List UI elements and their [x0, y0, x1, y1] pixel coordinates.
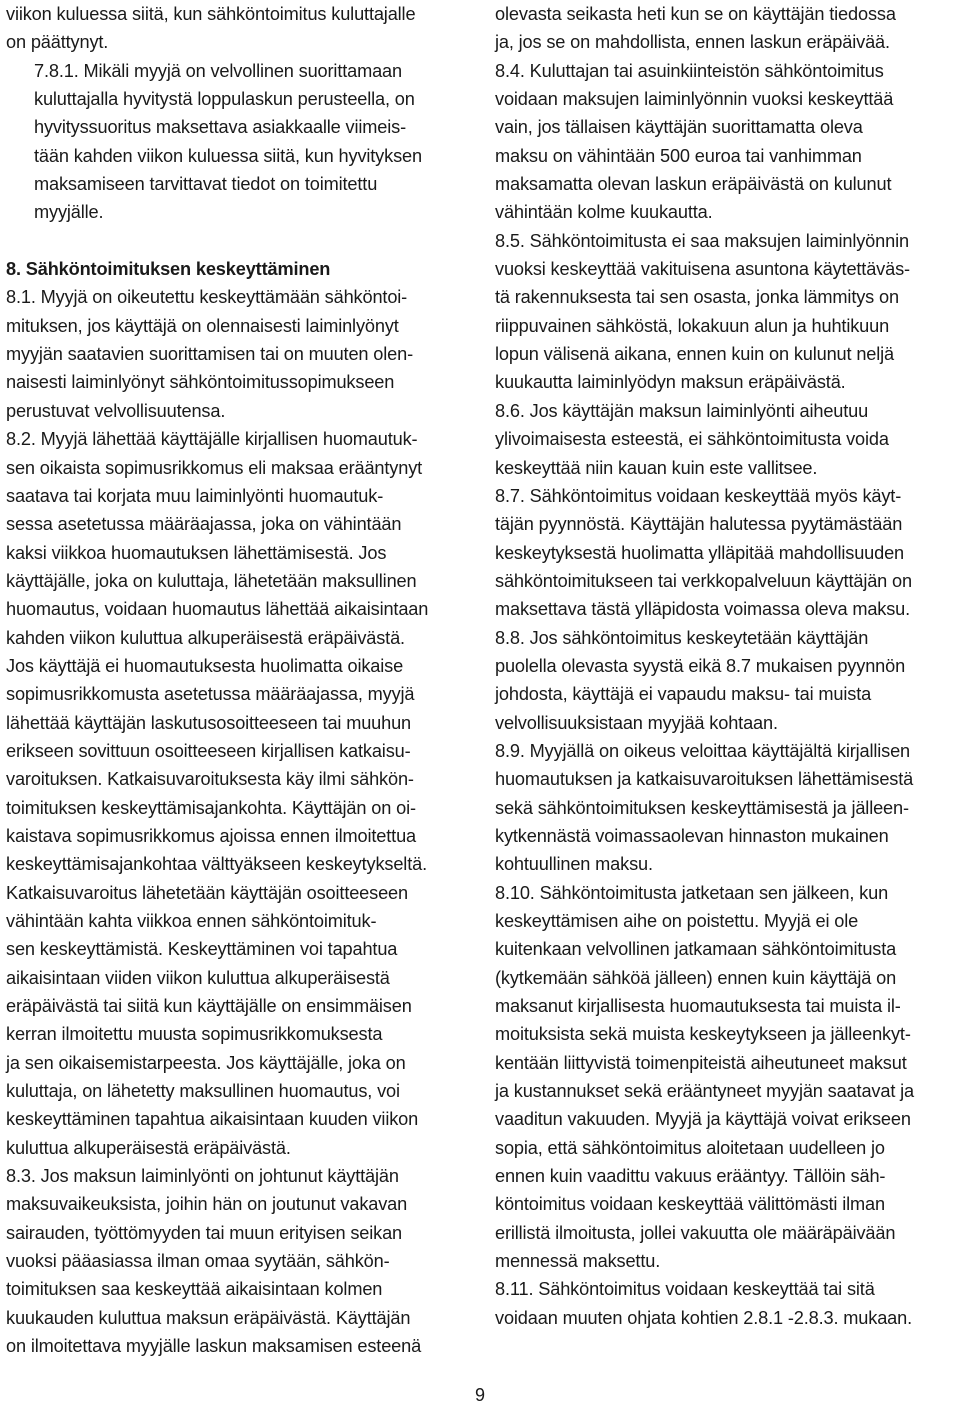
text-line: mennessä maksettu. [495, 1251, 661, 1272]
section-heading: 8. Sähköntoimituksen keskeyttäminen [6, 259, 331, 280]
text-line: velvollisuuksistaan myyjää kohtaan. [495, 712, 778, 733]
text-line: kuluttua alkuperäisestä eräpäivästä. [6, 1137, 291, 1158]
text-line: sähköntoimitukseen tai verkkopalveluun käyttäjän on [495, 570, 912, 591]
text-line: puolella olevasta syystä eikä 8.7 mukaisen pyynnön [495, 655, 906, 676]
text-line: vuoksi pääasiassa ilman omaa syytään, sähkön- [6, 1251, 390, 1272]
text-line: 7.8.1. Mikäli myyjä on velvollinen suorittamaan [34, 60, 402, 81]
text-line: vaaditun vakuuden. Myyjä ja käyttäjä voivat erikseen [495, 1109, 911, 1130]
text-line: kerran ilmoitettu muusta sopimusrikkomuksesta [6, 1024, 383, 1045]
text-line: sairauden, työttömyyden tai muun erityisen seikan [6, 1222, 403, 1243]
text-line: maksamatta olevan laskun eräpäivästä on kulunut [495, 174, 892, 195]
text-line: keskeyttämisajankohtaa välttyäkseen keskeytykseltä. [6, 854, 427, 875]
text-line: on ilmoitettava myyjälle laskun maksamisen esteenä [6, 1336, 422, 1357]
text-line: on päättynyt. [6, 32, 109, 53]
text-line: sekä sähköntoimituksen keskeyttämisestä ja jälleen- [495, 797, 909, 818]
text-line: 8.6. Jos käyttäjän maksun laiminlyönti aiheutuu [495, 400, 869, 421]
text-line: mituksen, jos käyttäjä on olennaisesti laiminlyönyt [6, 315, 399, 336]
text-line: riippuvainen sähköstä, lokakuun alun ja huhtikuun [495, 315, 890, 336]
text-line: olevasta seikasta heti kun se on käyttäjän tiedossa [495, 4, 896, 24]
text-line: tään kahden viikon kuluessa siitä, kun hyvityksen [34, 145, 422, 166]
text-line: ja sen oikaisemistarpeesta. Jos käyttäjälle, joka on [6, 1052, 406, 1073]
text-line: toimituksen saa keskeyttää aikaisintaan kolmen [6, 1279, 383, 1300]
text-line: kahden viikon kuluttua alkuperäisestä eräpäivästä. [6, 627, 405, 648]
text-line: sen keskeyttämistä. Keskeyttäminen voi tapahtua [6, 939, 398, 960]
text-line: myyjän saatavien suorittamisen tai on muuten olen- [6, 344, 413, 365]
text-line: Jos käyttäjä ei huomautuksesta huolimatta oikaise [6, 655, 404, 676]
left-column [6, 0, 468, 1361]
text-line: hyvityssuoritus maksettava asiakkaalle viimeis- [34, 117, 406, 138]
text-line: vähintään kahta viikkoa ennen sähköntoimituk- [6, 911, 377, 931]
text-line: sen oikaista sopimusrikkomus eli maksaa erääntynyt [6, 457, 423, 478]
text-line: erikseen sovittuun osoitteeseen kirjallisen katkaisu- [6, 740, 411, 761]
text-line: perustuvat velvollisuutensa. [6, 400, 226, 421]
text-line: vain, jos tällaisen käyttäjän suorittamatta oleva [495, 117, 863, 138]
text-line: eräpäivästä tai siitä kun käyttäjälle on ensimmäisen [6, 996, 412, 1017]
text-line: kytkennästä voimassaolevan hinnaston mukainen [495, 825, 889, 846]
text-line: kaksi viikkoa huomautuksen lähettämisestä. Jos [6, 542, 387, 563]
text-line: sopia, että sähköntoimitus aloitetaan uudelleen jo [495, 1137, 885, 1158]
text-line: moituksista sekä muista keskeytykseen ja jälleenkyt- [495, 1024, 911, 1045]
text-line: aikaisintaan viiden viikon kuluttua alkuperäisestä [6, 967, 390, 988]
intro-paragraph [6, 0, 468, 57]
text-line: vähintään kolme kuukautta. [495, 202, 713, 223]
text-line: 8.5. Sähköntoimitusta ei saa maksujen laiminlyönnin [495, 230, 909, 251]
text-line: lopun välisenä aikana, ennen kuin on kulunut neljä [495, 344, 894, 365]
spacer [6, 227, 468, 255]
text-line: 8.11. Sähköntoimitus voidaan keskeyttää tai sitä [495, 1279, 875, 1300]
text-line: sopimusrikkomusta asetetussa määräajassa, myyjä [6, 684, 415, 705]
text-line: keskeyttää niin kauan kuin este vallitsee. [495, 457, 818, 478]
text-line: kuitenkaan velvollinen jatkamaan sähköntoimitusta [495, 939, 897, 960]
text-line: 8.1. Myyjä on oikeutettu keskeyttämään sähköntoi- [6, 287, 408, 308]
text-line: vuoksi keskeyttää vakituisena asuntona käytettäväs- [495, 259, 910, 280]
right-column [495, 0, 957, 1332]
text-line: toimituksen keskeyttämisajankohta. Käyttäjän on oi- [6, 797, 416, 818]
text-line: erillistä ilmoitusta, jollei vakuutta ole määräpäivään [495, 1222, 896, 1243]
text-line: kaistava sopimusrikkomus ajoissa ennen ilmoitettua [6, 825, 416, 846]
text-line: sessa asetetussa määräajassa, joka on vähintään [6, 514, 402, 535]
text-line: varoituksen. Katkaisuvaroituksesta käy ilmi sähkön- [6, 769, 414, 790]
text-line: keskeytyksestä huolimatta ylläpitää mahdollisuuden [495, 542, 905, 563]
text-line: (kytkemään sähköä jälleen) ennen kuin käyttäjä on [495, 967, 897, 988]
text-line: 8.3. Jos maksun laiminlyönti on johtunut käyttäjän [6, 1166, 399, 1187]
text-line: viikon kuluessa siitä, kun sähköntoimitus kuluttajalle [6, 4, 416, 24]
text-line: 8.4. Kuluttajan tai asuinkiinteistön sähköntoimitus [495, 60, 884, 81]
text-line: myyjälle. [34, 202, 104, 223]
text-line: huomautuksen ja katkaisuvaroituksen lähettämisestä [495, 769, 914, 790]
text-line: voidaan muuten ohjata kohtien 2.8.1 -2.8.3. mukaan. [495, 1307, 913, 1328]
text-line: kuluttajalla hyvitystä loppulaskun perusteella, on [34, 89, 415, 110]
text-line: 8.8. Jos sähköntoimitus keskeytetään käyttäjän [495, 627, 869, 648]
text-line: maksuvaikeuksista, joihin hän on joutunut vakavan [6, 1194, 408, 1215]
text-line: 8.10. Sähköntoimitusta jatketaan sen jälkeen, kun [495, 882, 889, 903]
text-line: maksettava tästä ylläpidosta voimassa oleva maksu. [495, 599, 911, 620]
text-line: ylivoimaisesta esteestä, ei sähköntoimitusta voida [495, 429, 889, 450]
text-line: ennen kuin vaadittu vakuus erääntyy. Tällöin säh- [495, 1166, 886, 1187]
text-line: 8.7. Sähköntoimitus voidaan keskeyttää myös käyt- [495, 485, 902, 506]
text-line: kuluttaja, on lähetetty maksullinen huomautus, voi [6, 1081, 400, 1102]
text-line: keskeyttämisen aihe on poistettu. Myyjä ei ole [495, 911, 859, 931]
text-line: ja kustannukset sekä erääntyneet myyjän saatavat ja [495, 1081, 914, 1102]
text-line: Katkaisuvaroitus lähetetään käyttäjän osoitteeseen [6, 882, 408, 903]
page-number: 9 [474, 1385, 485, 1405]
text-line: kentään liittyvistä toimenpiteistä aiheutuneet maksut [495, 1052, 907, 1073]
text-line: keskeyttäminen tapahtua aikaisintaan kuuden viikon [6, 1109, 419, 1130]
text-line: lähettää käyttäjän laskutusosoitteeseen tai muuhun [6, 712, 412, 733]
text-line: ja, jos se on mahdollista, ennen laskun eräpäivää. [495, 32, 890, 53]
text-line: köntoimitus voidaan keskeyttää välittömästi ilman [495, 1194, 885, 1215]
section-8-body [6, 283, 468, 1360]
text-line: käyttäjälle, joka on kuluttaja, lähetetään maksullinen [6, 570, 417, 591]
text-line: saatava tai korjata muu laiminlyönti huomautuk- [6, 485, 384, 506]
text-line: huomautus, voidaan huomautus lähettää aikaisintaan [6, 599, 429, 620]
text-line: tä rakennuksesta tai sen osasta, jonka lämmitys on [495, 287, 899, 308]
text-line: voidaan maksujen laiminlyönnin vuoksi keskeyttää [495, 89, 894, 110]
text-line: naisesti laiminlyönyt sähköntoimitussopimukseen [6, 372, 395, 393]
paragraph-7-8-1 [6, 57, 468, 227]
text-line: maksamiseen tarvittavat tiedot on toimitettu [34, 174, 378, 195]
text-line: täjän pyynnöstä. Käyttäjän halutessa pyytämästään [495, 514, 903, 535]
text-line: johdosta, käyttäjä ei vapaudu maksu- tai muista [495, 684, 872, 705]
text-line: maksu on vähintään 500 euroa tai vanhimman [495, 145, 862, 166]
text-line: 8.2. Myyjä lähettää käyttäjälle kirjallisen huomautuk- [6, 429, 418, 450]
text-line: kuukauden kuluttua maksun eräpäivästä. Käyttäjän [6, 1307, 411, 1328]
text-line: maksanut kirjallisesta huomautuksesta tai muista il- [495, 996, 901, 1017]
text-line: kohtuullinen maksu. [495, 854, 653, 875]
text-line: kuukautta laiminlyödyn maksun eräpäivästä. [495, 372, 846, 393]
text-line: 8.9. Myyjällä on oikeus veloittaa käyttäjältä kirjallisen [495, 740, 911, 761]
